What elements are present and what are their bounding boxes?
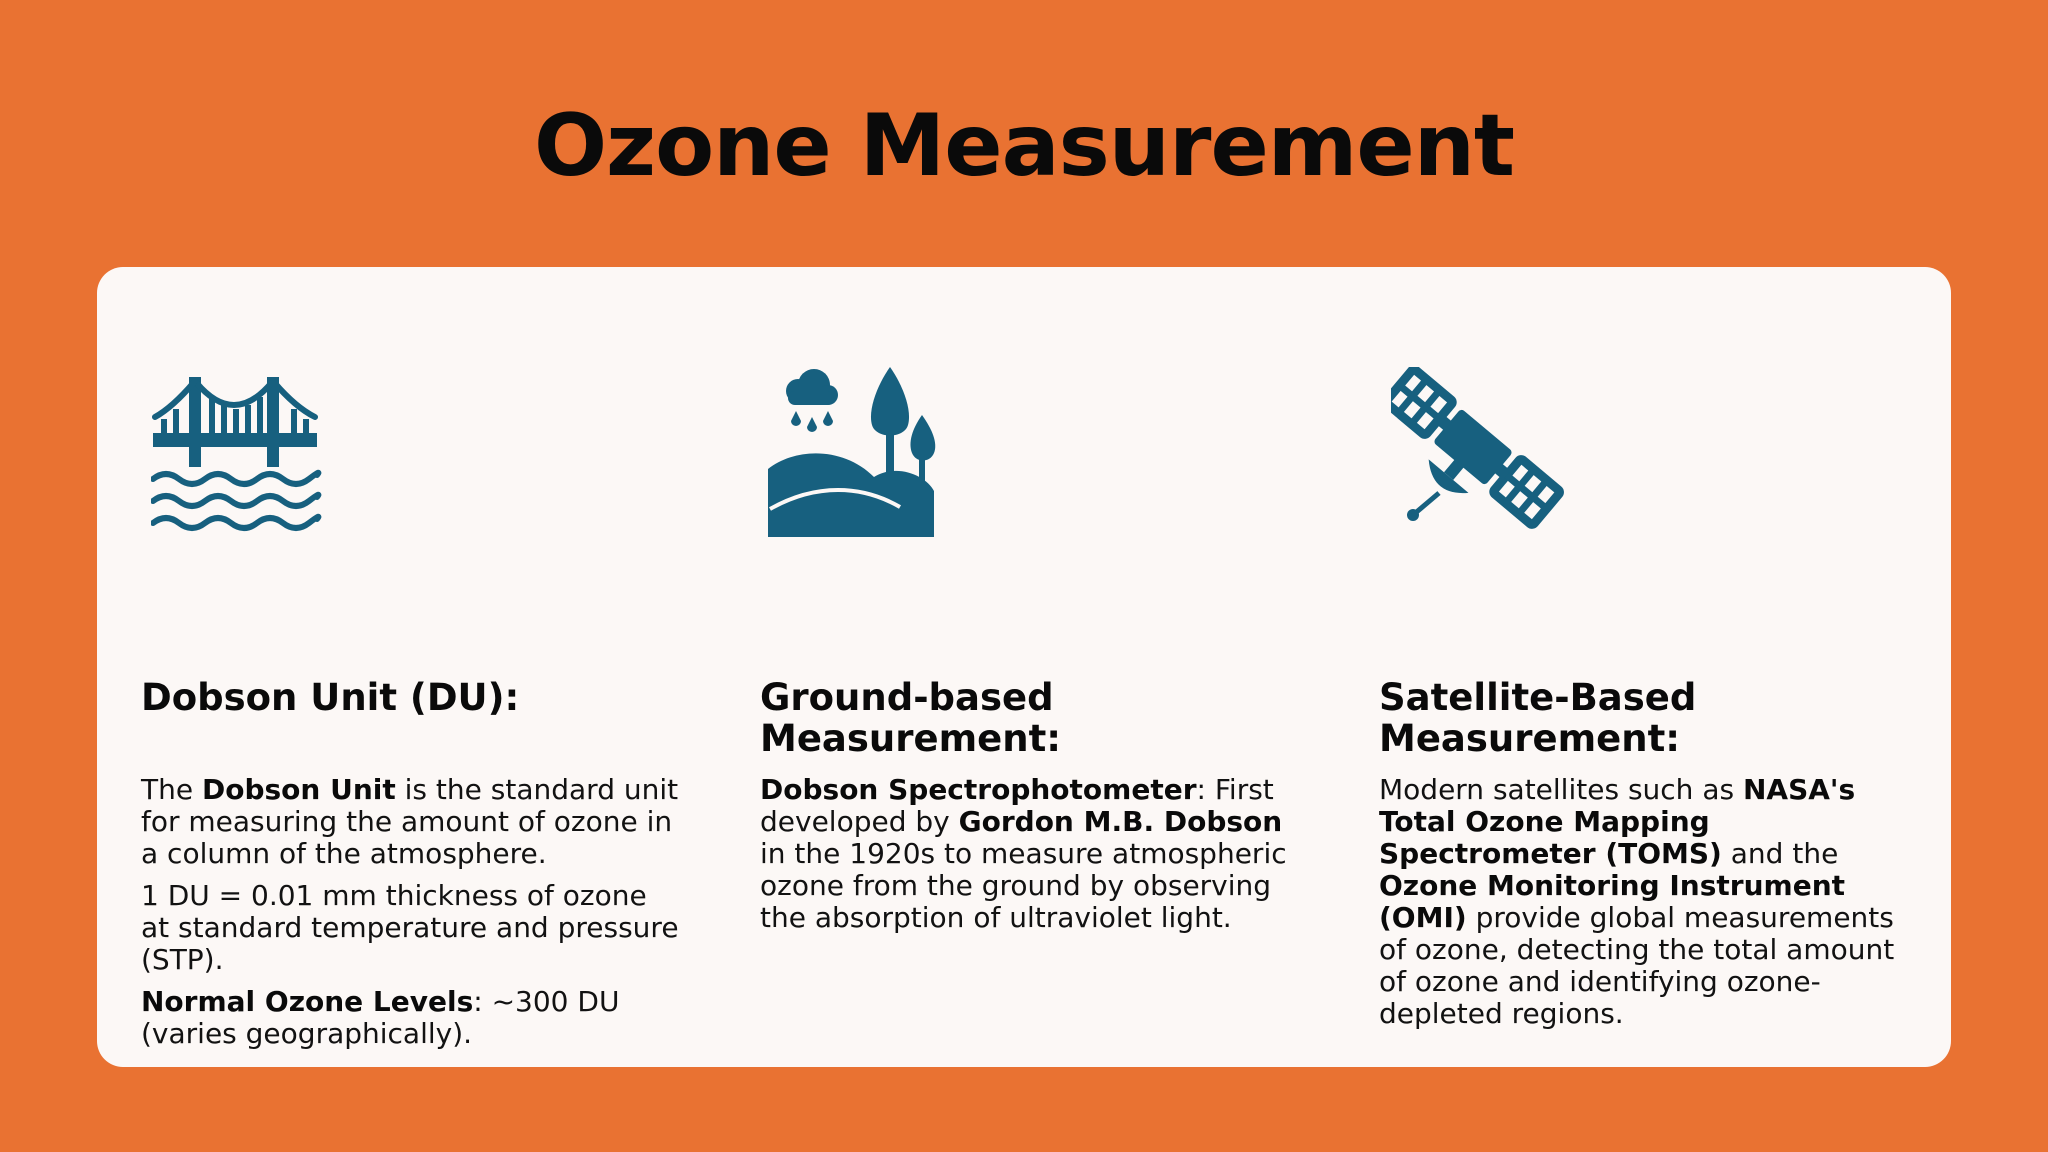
dobson-unit-heading: Dobson Unit (DU):	[141, 676, 520, 719]
dobson-unit-thickness: 1 DU = 0.01 mm thickness of ozone at standard temperature and pressure (STP).	[141, 879, 679, 976]
satellite-description-text: Modern satellites such as NASA's Total Ozone Mapping Spectrometer (TOMS) and the Ozone Monitoring Instrument (OMI) provide global measurements of ozone, detecting the total amount of ozone and identifying ozone-depleted regions.	[1379, 773, 1895, 1030]
dobson-spectrophotometer-text: Dobson Spectrophotometer: First developed by Gordon M.B. Dobson in the 1920s to measure atmospheric ozone from the ground by observing the absorption of ultraviolet light.	[760, 773, 1287, 934]
content-card	[97, 267, 1951, 1067]
normal-ozone-levels: Normal Ozone Levels: ~300 DU (varies geographically).	[141, 985, 620, 1050]
dobson-unit-body	[141, 774, 681, 1060]
ground-based-body	[760, 774, 1300, 944]
satellite-icon	[1391, 367, 1567, 537]
ground-based-heading: Ground-based Measurement:	[760, 676, 1062, 760]
landscape-rain-trees-icon	[766, 367, 942, 537]
satellite-based-heading: Satellite-Based Measurement:	[1379, 676, 1697, 760]
satellite-based-body	[1379, 774, 1919, 1040]
dobson-unit-definition: The Dobson Unit is the standard unit for measuring the amount of ozone in a column of the atmosphere.	[141, 773, 679, 870]
bridge-over-water-icon	[151, 367, 327, 537]
page-title: Ozone Measurement	[533, 96, 1515, 196]
